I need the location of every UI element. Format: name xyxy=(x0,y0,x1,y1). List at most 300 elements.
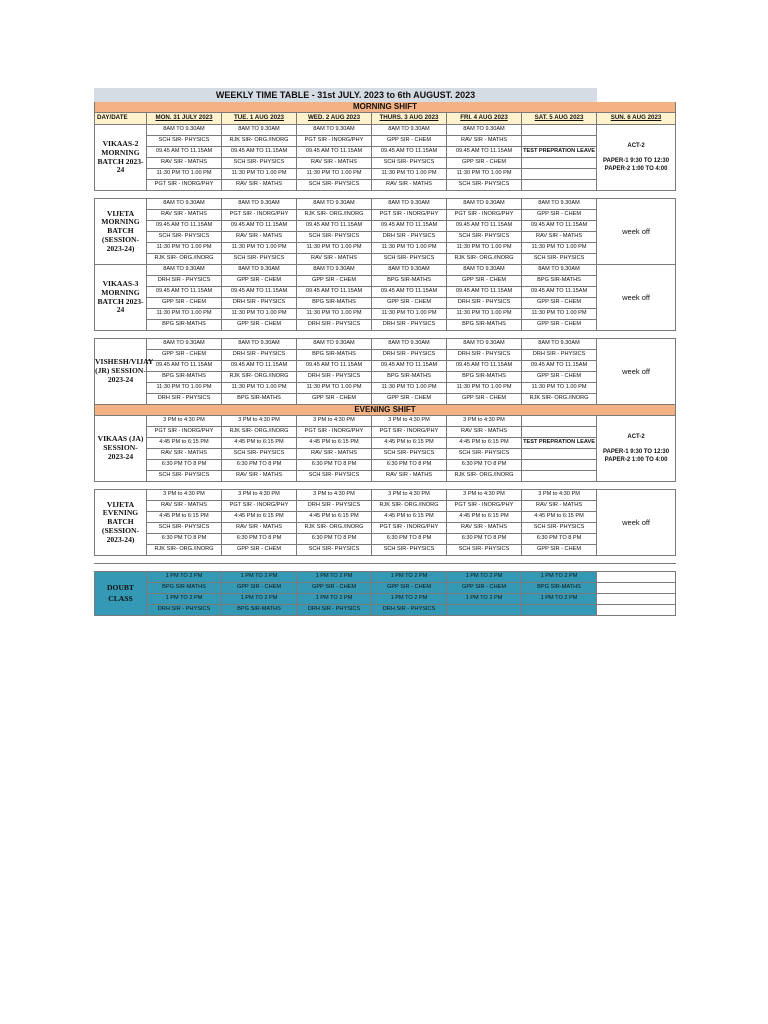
slot-cell: GPP SIR - CHEM xyxy=(447,158,522,169)
timetable-sheet xyxy=(94,88,674,616)
slot-cell: GPP SIR - CHEM xyxy=(522,372,597,383)
slot-cell: 6:30 PM TO 8 PM xyxy=(372,460,447,471)
slot-cell xyxy=(522,471,597,482)
slot-cell: SCH SIR- PHYSICS xyxy=(372,449,447,460)
vijeta-morning-row xyxy=(95,210,676,221)
header-sun: SUN. 6 AUG 2023 xyxy=(597,113,676,125)
gap-cell xyxy=(372,331,447,339)
slot-cell: 4:45 PM to 6:15 PM xyxy=(222,438,297,449)
slot-cell: 11:30 PM TO 1.00 PM xyxy=(447,169,522,180)
slot-cell: 09.45 AM TO 11.15AM xyxy=(522,221,597,232)
slot-cell: 6:30 PM TO 8 PM xyxy=(222,534,297,545)
slot-cell: PGT SIR - INORG/PHY xyxy=(447,210,522,221)
spacer-row xyxy=(95,191,676,199)
slot-cell: BPG SIR-MATHS xyxy=(447,372,522,383)
timetable xyxy=(94,88,676,616)
slot-cell: SCH SIR- PHYSICS xyxy=(147,232,222,243)
doubt-blank-cell xyxy=(597,572,676,583)
doubt-slot-cell: BPG SIR-MATHS xyxy=(522,583,597,594)
header-day-date: DAY/DATE xyxy=(95,113,147,125)
slot-cell: RJK SIR- ORG./INORG xyxy=(222,136,297,147)
slot-cell: GPP SIR - CHEM xyxy=(147,350,222,361)
vishesh-morning-sunday-week-off: week off xyxy=(597,339,676,405)
slot-cell: PGT SIR - INORG/PHY xyxy=(372,523,447,534)
gap-cell xyxy=(522,564,597,572)
slot-cell: 11:30 PM TO 1.00 PM xyxy=(297,309,372,320)
slot-cell: 09.45 AM TO 11.15AM xyxy=(297,147,372,158)
slot-cell: GPP SIR - CHEM xyxy=(372,136,447,147)
slot-cell: 4:45 PM to 6:15 PM xyxy=(522,512,597,523)
slot-cell: 8AM TO 9.30AM xyxy=(297,199,372,210)
slot-cell: 09.45 AM TO 11.15AM xyxy=(147,287,222,298)
slot-cell: DRH SIR - PHYSICS xyxy=(522,350,597,361)
spacer-row xyxy=(95,556,676,564)
slot-cell xyxy=(522,416,597,427)
vikaas-evening-row xyxy=(95,416,676,427)
slot-cell: BPG SIR-MATHS xyxy=(147,372,222,383)
spacer-row xyxy=(95,482,676,490)
vijeta-morning-row xyxy=(95,243,676,254)
slot-cell: 11:30 PM TO 1.00 PM xyxy=(222,309,297,320)
slot-cell: 8AM TO 9.30AM xyxy=(372,125,447,136)
slot-cell: 8AM TO 9.30AM xyxy=(522,339,597,350)
vikaas-evening-row xyxy=(95,460,676,471)
slot-cell: PGT SIR - INORG/PHY xyxy=(447,501,522,512)
vijeta-morning-row xyxy=(95,199,676,210)
slot-cell: RAV SIR - MATHS xyxy=(522,232,597,243)
doubt-slot-cell xyxy=(447,605,522,616)
slot-cell: SCH SIR- PHYSICS xyxy=(372,158,447,169)
vijeta-morning-sunday-week-off: week off xyxy=(597,199,676,265)
slot-cell xyxy=(522,427,597,438)
vijeta-morning-row xyxy=(95,232,676,243)
vikaas2-morning-row xyxy=(95,158,676,169)
doubt-class-row xyxy=(95,572,676,583)
gap-cell xyxy=(147,191,222,199)
slot-cell: 6:30 PM TO 8 PM xyxy=(372,534,447,545)
doubt-blank-cell xyxy=(597,583,676,594)
sunday-line: ACT-2 xyxy=(627,142,645,149)
slot-cell: GPP SIR - CHEM xyxy=(522,298,597,309)
doubt-blank-cell xyxy=(597,594,676,605)
slot-cell xyxy=(522,125,597,136)
vikaas-evening-sunday-act xyxy=(597,416,676,482)
slot-cell: PGT SIR - INORG/PHY xyxy=(147,427,222,438)
slot-cell: 4:45 PM to 6:15 PM xyxy=(372,512,447,523)
slot-cell: 8AM TO 9.30AM xyxy=(297,265,372,276)
vikaas3-morning-sunday-week-off: week off xyxy=(597,265,676,331)
slot-cell: 8AM TO 9.30AM xyxy=(447,125,522,136)
gap-cell xyxy=(297,331,372,339)
slot-cell: 3 PM to 4:30 PM xyxy=(147,416,222,427)
gap-cell xyxy=(597,556,676,564)
slot-cell: RJK SIR- ORG./INORG xyxy=(147,545,222,556)
slot-cell: 4:45 PM to 6:15 PM xyxy=(447,512,522,523)
slot-cell: 09.45 AM TO 11.15AM xyxy=(147,221,222,232)
gap-cell xyxy=(297,564,372,572)
slot-cell: RAV SIR - MATHS xyxy=(297,449,372,460)
vijeta-morning-row xyxy=(95,221,676,232)
sunday-line: PAPER-1 9:30 TO 12:30 xyxy=(602,157,670,164)
vikaas2-morning-row xyxy=(95,147,676,158)
slot-cell: 6:30 PM TO 8 PM xyxy=(297,460,372,471)
slot-cell: BPG SIR-MATHS xyxy=(372,372,447,383)
slot-cell: 09.45 AM TO 11.15AM xyxy=(522,361,597,372)
doubt-class-label: DOUBT CLASS xyxy=(95,572,147,616)
slot-cell: 11:30 PM TO 1.00 PM xyxy=(297,383,372,394)
slot-cell: RJK SIR- ORG./INORG xyxy=(222,372,297,383)
doubt-slot-cell: 1 PM TO 2 PM xyxy=(522,594,597,605)
slot-cell: 11:30 PM TO 1.00 PM xyxy=(522,383,597,394)
evening-shift-label: EVENING SHIFT xyxy=(95,405,676,416)
slot-cell: 11:30 PM TO 1.00 PM xyxy=(522,309,597,320)
slot-cell: RAV SIR - MATHS xyxy=(447,136,522,147)
slot-cell: SCH SIR- PHYSICS xyxy=(222,449,297,460)
slot-cell: 8AM TO 9.30AM xyxy=(447,199,522,210)
slot-cell: SCH SIR- PHYSICS xyxy=(522,254,597,265)
sunday-line: PAPER-2 1:00 TO 4:00 xyxy=(604,457,668,464)
slot-cell: 8AM TO 9.30AM xyxy=(147,339,222,350)
vishesh-morning-row xyxy=(95,361,676,372)
slot-cell: 3 PM to 4:30 PM xyxy=(522,490,597,501)
vishesh-morning-row xyxy=(95,394,676,405)
slot-cell: SCH SIR- PHYSICS xyxy=(297,232,372,243)
doubt-slot-cell: 1 PM TO 2 PM xyxy=(147,594,222,605)
slot-cell: PGT SIR - INORG/PHY xyxy=(297,136,372,147)
slot-cell: 8AM TO 9.30AM xyxy=(372,339,447,350)
slot-cell: 4:45 PM to 6:15 PM xyxy=(447,438,522,449)
slot-cell: 09.45 AM TO 11.15AM xyxy=(297,287,372,298)
slot-cell: RAV SIR - MATHS xyxy=(372,180,447,191)
doubt-slot-cell: DRH SIR - PHYSICS xyxy=(147,605,222,616)
vikaas-evening-row xyxy=(95,471,676,482)
vijeta-evening-row xyxy=(95,545,676,556)
slot-cell: 09.45 AM TO 11.15AM xyxy=(372,361,447,372)
doubt-slot-cell: 1 PM TO 2 PM xyxy=(222,572,297,583)
slot-cell: DRH SIR - PHYSICS xyxy=(147,276,222,287)
gap-cell xyxy=(95,331,147,339)
doubt-slot-cell: 1 PM TO 2 PM xyxy=(297,594,372,605)
gap-cell xyxy=(147,564,222,572)
vijeta-evening-row xyxy=(95,512,676,523)
vikaas3-morning-batch-label: VIKAAS-3 MORNING BATCH 2023-24 xyxy=(95,265,147,331)
slot-cell: GPP SIR - CHEM xyxy=(222,320,297,331)
vikaas-evening-row xyxy=(95,427,676,438)
doubt-slot-cell: BPG SIR-MATHS xyxy=(147,583,222,594)
gap-cell xyxy=(95,556,147,564)
gap-cell xyxy=(222,191,297,199)
gap-cell xyxy=(147,331,222,339)
slot-cell: GPP SIR - CHEM xyxy=(147,298,222,309)
vikaas2-morning-row xyxy=(95,180,676,191)
slot-cell: BPG SIR-MATHS xyxy=(297,350,372,361)
doubt-slot-cell: 1 PM TO 2 PM xyxy=(522,572,597,583)
slot-cell: 6:30 PM TO 8 PM xyxy=(297,534,372,545)
doubt-slot-cell: 1 PM TO 2 PM xyxy=(222,594,297,605)
slot-cell: BPG SIR-MATHS xyxy=(372,276,447,287)
slot-cell: DRH SIR - PHYSICS xyxy=(372,320,447,331)
slot-cell: GPP SIR - CHEM xyxy=(522,545,597,556)
gap-cell xyxy=(597,191,676,199)
slot-cell xyxy=(522,158,597,169)
slot-cell: 6:30 PM TO 8 PM xyxy=(222,460,297,471)
doubt-slot-cell: 1 PM TO 2 PM xyxy=(372,572,447,583)
slot-cell: RJK SIR- ORG./INORG xyxy=(222,427,297,438)
slot-cell: 6:30 PM TO 8 PM xyxy=(447,534,522,545)
morning-shift-label: MORNING SHIFT xyxy=(95,102,676,113)
vikaas2-morning-batch-label: VIKAAS-2 MORNING BATCH 2023-24 xyxy=(95,125,147,191)
title-blank xyxy=(597,89,676,102)
gap-cell xyxy=(222,556,297,564)
page-title: WEEKLY TIME TABLE - 31st JULY. 2023 to 6th AUGUST. 2023 xyxy=(95,89,597,102)
doubt-slot-cell: 1 PM TO 2 PM xyxy=(447,572,522,583)
morning-shift-row xyxy=(95,102,676,113)
slot-cell: DRH SIR - PHYSICS xyxy=(297,501,372,512)
slot-cell: 6:30 PM TO 8 PM xyxy=(147,534,222,545)
slot-cell: GPP SIR - CHEM xyxy=(447,394,522,405)
slot-cell: SCH SIR- PHYSICS xyxy=(222,254,297,265)
slot-cell: 3 PM to 4:30 PM xyxy=(297,490,372,501)
slot-cell: 09.45 AM TO 11.15AM xyxy=(222,361,297,372)
slot-cell: 4:45 PM to 6:15 PM xyxy=(372,438,447,449)
slot-cell: SCH SIR- PHYSICS xyxy=(447,449,522,460)
slot-cell xyxy=(522,169,597,180)
gap-cell xyxy=(95,482,147,490)
slot-cell: PGT SIR - INORG/PHY xyxy=(222,501,297,512)
slot-cell: 11:30 PM TO 1.00 PM xyxy=(372,309,447,320)
gap-cell xyxy=(147,482,222,490)
doubt-class-row xyxy=(95,583,676,594)
slot-cell: RJK SIR- ORG./INORG xyxy=(447,471,522,482)
slot-cell: 11:30 PM TO 1.00 PM xyxy=(372,169,447,180)
slot-cell: DRH SIR - PHYSICS xyxy=(447,298,522,309)
slot-cell: 11:30 PM TO 1.00 PM xyxy=(447,309,522,320)
slot-cell: 3 PM to 4:30 PM xyxy=(222,490,297,501)
slot-cell: RAV SIR - MATHS xyxy=(147,449,222,460)
vikaas2-morning-row xyxy=(95,169,676,180)
slot-cell: RAV SIR - MATHS xyxy=(222,471,297,482)
gap-cell xyxy=(297,191,372,199)
gap-cell xyxy=(447,331,522,339)
slot-cell: 11:30 PM TO 1.00 PM xyxy=(522,243,597,254)
slot-cell: 3 PM to 4:30 PM xyxy=(447,490,522,501)
doubt-slot-cell: 1 PM TO 2 PM xyxy=(372,594,447,605)
gap-cell xyxy=(597,564,676,572)
slot-cell: 09.45 AM TO 11.15AM xyxy=(372,147,447,158)
slot-cell: 8AM TO 9.30AM xyxy=(222,199,297,210)
slot-cell: GPP SIR - CHEM xyxy=(297,276,372,287)
doubt-slot-cell xyxy=(522,605,597,616)
header-wed: WED. 2 AUG 2023 xyxy=(297,113,372,125)
vikaas3-morning-row xyxy=(95,265,676,276)
slot-cell: RAV SIR - MATHS xyxy=(222,180,297,191)
slot-cell: 11:30 PM TO 1.00 PM xyxy=(147,169,222,180)
vikaas3-morning-row xyxy=(95,309,676,320)
slot-cell: DRH SIR - PHYSICS xyxy=(297,372,372,383)
slot-cell: 09.45 AM TO 11.15AM xyxy=(147,361,222,372)
slot-cell: 3 PM to 4:30 PM xyxy=(297,416,372,427)
slot-cell: 8AM TO 9.30AM xyxy=(372,265,447,276)
vikaas3-morning-row xyxy=(95,298,676,309)
slot-cell: 8AM TO 9.30AM xyxy=(147,125,222,136)
slot-cell: SCH SIR- PHYSICS xyxy=(372,254,447,265)
slot-cell: RAV SIR - MATHS xyxy=(297,254,372,265)
slot-cell: 11:30 PM TO 1.00 PM xyxy=(222,169,297,180)
slot-cell xyxy=(522,460,597,471)
vikaas-evening-batch-label: VIKAAS (JA) SESSION-2023-24 xyxy=(95,416,147,482)
slot-cell: RJK SIR- ORG./INORG xyxy=(372,501,447,512)
doubt-slot-cell: 1 PM TO 2 PM xyxy=(147,572,222,583)
doubt-slot-cell: BPG SIR-MATHS xyxy=(222,605,297,616)
gap-cell xyxy=(522,331,597,339)
slot-cell: 4:45 PM to 6:15 PM xyxy=(147,512,222,523)
header-mon: MON. 31 JULY 2023 xyxy=(147,113,222,125)
slot-cell: RAV SIR - MATHS xyxy=(297,158,372,169)
gap-cell xyxy=(522,191,597,199)
vijeta-evening-row xyxy=(95,490,676,501)
slot-cell: SCH SIR- PHYSICS xyxy=(447,232,522,243)
slot-cell: DRH SIR - PHYSICS xyxy=(222,298,297,309)
slot-cell: DRH SIR - PHYSICS xyxy=(447,350,522,361)
slot-cell: 09.45 AM TO 11.15AM xyxy=(372,221,447,232)
slot-cell xyxy=(522,136,597,147)
vishesh-morning-batch-label: VISHESH/VIJAY (JR) SESSION-2023-24 xyxy=(95,339,147,405)
slot-cell: BPG SIR-MATHS xyxy=(447,320,522,331)
slot-cell: TEST PREPRATION LEAVE xyxy=(522,438,597,449)
vikaas3-morning-row xyxy=(95,276,676,287)
slot-cell: SCH SIR- PHYSICS xyxy=(297,180,372,191)
slot-cell: 09.45 AM TO 11.15AM xyxy=(222,221,297,232)
slot-cell: 3 PM to 4:30 PM xyxy=(372,416,447,427)
gap-cell xyxy=(372,564,447,572)
slot-cell: SCH SIR- PHYSICS xyxy=(522,523,597,534)
vijeta-morning-batch-label: VIJETA MORNING BATCH (SESSION-2023-24) xyxy=(95,199,147,265)
slot-cell: 09.45 AM TO 11.15AM xyxy=(522,287,597,298)
slot-cell: 6:30 PM TO 8 PM xyxy=(447,460,522,471)
slot-cell: 09.45 AM TO 11.15AM xyxy=(297,221,372,232)
slot-cell: 11:30 PM TO 1.00 PM xyxy=(372,243,447,254)
doubt-slot-cell: DRH SIR - PHYSICS xyxy=(372,605,447,616)
gap-cell xyxy=(95,564,147,572)
slot-cell: SCH SIR- PHYSICS xyxy=(147,471,222,482)
gap-cell xyxy=(222,331,297,339)
slot-cell: 09.45 AM TO 11.15AM xyxy=(447,361,522,372)
vijeta-evening-batch-label: VIJETA EVENING BATCH (SESSION-2023-24) xyxy=(95,490,147,556)
slot-cell: PGT SIR - INORG/PHY xyxy=(222,210,297,221)
gap-cell xyxy=(522,482,597,490)
slot-cell: DRH SIR - PHYSICS xyxy=(372,232,447,243)
sunday-line: ACT-2 xyxy=(627,433,645,440)
slot-cell: RJK SIR- ORG./INORG xyxy=(447,254,522,265)
slot-cell: 8AM TO 9.30AM xyxy=(147,265,222,276)
slot-cell: GPP SIR - CHEM xyxy=(372,394,447,405)
slot-cell: 3 PM to 4:30 PM xyxy=(447,416,522,427)
gap-cell xyxy=(372,191,447,199)
vikaas3-morning-row xyxy=(95,287,676,298)
slot-cell: 09.45 AM TO 11.15AM xyxy=(447,221,522,232)
slot-cell: 6:30 PM TO 8 PM xyxy=(522,534,597,545)
slot-cell: BPG SIR-MATHS xyxy=(297,298,372,309)
gap-cell xyxy=(297,482,372,490)
gap-cell xyxy=(222,564,297,572)
vijeta-evening-sunday-week-off: week off xyxy=(597,490,676,556)
vishesh-morning-row xyxy=(95,339,676,350)
vijeta-evening-row xyxy=(95,534,676,545)
slot-cell: SCH SIR- PHYSICS xyxy=(447,180,522,191)
slot-cell: RAV SIR - MATHS xyxy=(447,427,522,438)
slot-cell: 09.45 AM TO 11.15AM xyxy=(222,287,297,298)
slot-cell: 09.45 AM TO 11.15AM xyxy=(372,287,447,298)
slot-cell: RAV SIR - MATHS xyxy=(372,471,447,482)
slot-cell: 4:45 PM to 6:15 PM xyxy=(297,438,372,449)
gap-cell xyxy=(522,556,597,564)
slot-cell: PGT SIR - INORG/PHY xyxy=(372,427,447,438)
slot-cell: 4:45 PM to 6:15 PM xyxy=(297,512,372,523)
slot-cell: SCH SIR- PHYSICS xyxy=(147,136,222,147)
slot-cell: 8AM TO 9.30AM xyxy=(522,265,597,276)
slot-cell: 4:45 PM to 6:15 PM xyxy=(147,438,222,449)
slot-cell: 11:30 PM TO 1.00 PM xyxy=(447,383,522,394)
slot-cell: PGT SIR - INORG/PHY xyxy=(147,180,222,191)
slot-cell: RJK SIR- ORG./INORG xyxy=(522,394,597,405)
gap-cell xyxy=(95,191,147,199)
doubt-slot-cell: GPP SIR - CHEM xyxy=(297,583,372,594)
slot-cell: PGT SIR - INORG/PHY xyxy=(297,427,372,438)
slot-cell: 11:30 PM TO 1.00 PM xyxy=(147,383,222,394)
vikaas2-morning-sunday-act xyxy=(597,125,676,191)
slot-cell: DRH SIR - PHYSICS xyxy=(372,350,447,361)
slot-cell: SCH SIR- PHYSICS xyxy=(372,545,447,556)
slot-cell: 11:30 PM TO 1.00 PM xyxy=(222,383,297,394)
gap-cell xyxy=(372,482,447,490)
slot-cell: SCH SIR- PHYSICS xyxy=(297,471,372,482)
spacer-row xyxy=(95,564,676,572)
slot-cell: GPP SIR - CHEM xyxy=(522,210,597,221)
slot-cell: RAV SIR - MATHS xyxy=(147,501,222,512)
doubt-slot-cell: GPP SIR - CHEM xyxy=(447,583,522,594)
vishesh-morning-row xyxy=(95,350,676,361)
slot-cell: 11:30 PM TO 1.00 PM xyxy=(372,383,447,394)
sunday-line: PAPER-1 9:30 TO 12:30 xyxy=(602,448,670,455)
slot-cell: SCH SIR- PHYSICS xyxy=(147,523,222,534)
slot-cell: 09.45 AM TO 11.15AM xyxy=(447,147,522,158)
header-tue: TUE. 1 AUG 2023 xyxy=(222,113,297,125)
slot-cell: RAV SIR - MATHS xyxy=(147,158,222,169)
gap-cell xyxy=(447,564,522,572)
slot-cell: 11:30 PM TO 1.00 PM xyxy=(147,309,222,320)
slot-cell: SCH SIR- PHYSICS xyxy=(447,545,522,556)
vijeta-morning-row xyxy=(95,254,676,265)
vijeta-evening-row xyxy=(95,501,676,512)
slot-cell: 8AM TO 9.30AM xyxy=(372,199,447,210)
slot-cell: RJK SIR- ORG./INORG xyxy=(147,254,222,265)
header-row xyxy=(95,113,676,125)
slot-cell: 11:30 PM TO 1.00 PM xyxy=(447,243,522,254)
spacer-row xyxy=(95,331,676,339)
header-thu: THURS. 3 AUG 2023 xyxy=(372,113,447,125)
gap-cell xyxy=(597,331,676,339)
gap-cell xyxy=(372,556,447,564)
slot-cell: 8AM TO 9.30AM xyxy=(447,339,522,350)
slot-cell: DRH SIR - PHYSICS xyxy=(147,394,222,405)
slot-cell: 8AM TO 9.30AM xyxy=(297,125,372,136)
slot-cell: 11:30 PM TO 1.00 PM xyxy=(147,243,222,254)
slot-cell: 8AM TO 9.30AM xyxy=(522,199,597,210)
doubt-slot-cell: 1 PM TO 2 PM xyxy=(447,594,522,605)
slot-cell: 3 PM to 4:30 PM xyxy=(372,490,447,501)
slot-cell: GPP SIR - CHEM xyxy=(447,276,522,287)
vikaas2-morning-row xyxy=(95,125,676,136)
